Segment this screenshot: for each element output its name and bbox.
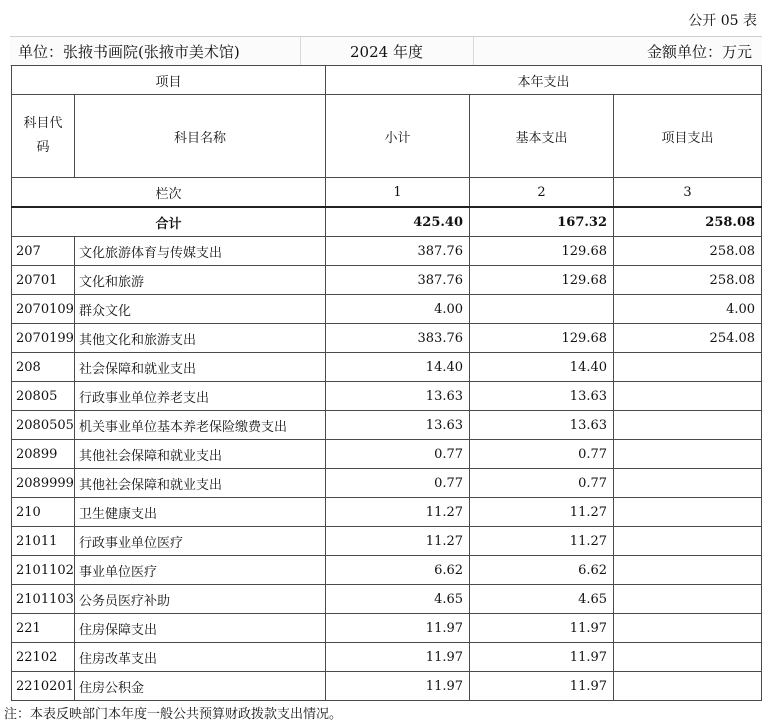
row-subtotal: 4.65: [326, 585, 470, 614]
row-subtotal: 383.76: [326, 324, 470, 353]
report-meta-bar: [10, 36, 762, 66]
row-code: 2101103: [12, 585, 75, 614]
meta-divider: [300, 37, 301, 65]
row-name: 机关事业单位基本养老保险缴费支出: [75, 411, 326, 440]
row-project: [614, 498, 762, 527]
row-name: 其他社会保障和就业支出: [75, 440, 326, 469]
table-row: [12, 527, 762, 556]
total-project: 258.08: [614, 207, 762, 237]
table-row: [12, 382, 762, 411]
row-project: 258.08: [614, 237, 762, 266]
row-project: 4.00: [614, 295, 762, 324]
row-basic: 13.63: [470, 382, 614, 411]
table-row: [12, 324, 762, 353]
row-subtotal: 0.77: [326, 469, 470, 498]
row-name: 群众文化: [75, 295, 326, 324]
form-number: 公开 05 表: [688, 13, 757, 29]
row-subtotal: 13.63: [326, 382, 470, 411]
row-name: 文化和旅游: [75, 266, 326, 295]
row-project: [614, 556, 762, 585]
table-row: [12, 411, 762, 440]
row-code: 20899: [12, 440, 75, 469]
table-row: [12, 498, 762, 527]
row-basic: 6.62: [470, 556, 614, 585]
row-name: 住房公积金: [75, 672, 326, 701]
row-project: [614, 585, 762, 614]
header-row: [12, 66, 762, 95]
row-name: 其他社会保障和就业支出: [75, 469, 326, 498]
row-subtotal: 11.97: [326, 672, 470, 701]
row-name: 卫生健康支出: [75, 498, 326, 527]
row-code: 2080505: [12, 411, 75, 440]
table-row: [12, 469, 762, 498]
row-basic: 11.97: [470, 614, 614, 643]
row-basic: 11.97: [470, 672, 614, 701]
row-basic: 129.68: [470, 237, 614, 266]
row-project: [614, 469, 762, 498]
amount-unit-label: 金额单位：万元: [646, 43, 752, 61]
row-basic: [470, 295, 614, 324]
row-project: [614, 614, 762, 643]
row-project: [614, 411, 762, 440]
total-label: 合计: [12, 207, 326, 237]
table-row: [12, 585, 762, 614]
row-basic: 4.65: [470, 585, 614, 614]
table-row: [12, 556, 762, 585]
column-index-1: 1: [326, 178, 470, 208]
row-basic: 0.77: [470, 469, 614, 498]
row-code: 2101102: [12, 556, 75, 585]
row-code: 20805: [12, 382, 75, 411]
row-code: 2070199: [12, 324, 75, 353]
header-subject-code: 科目代码: [12, 95, 75, 178]
row-project: [614, 382, 762, 411]
row-subtotal: 4.00: [326, 295, 470, 324]
row-code: 210: [12, 498, 75, 527]
row-name: 事业单位医疗: [75, 556, 326, 585]
row-code: 21011: [12, 527, 75, 556]
row-project: [614, 643, 762, 672]
row-name: 行政事业单位养老支出: [75, 382, 326, 411]
row-subtotal: 387.76: [326, 237, 470, 266]
table-body: [12, 66, 762, 701]
row-name: 其他文化和旅游支出: [75, 324, 326, 353]
header-project-expenditure: 项目支出: [614, 95, 762, 178]
header-subtotal: 小计: [326, 95, 470, 178]
meta-divider: [473, 37, 474, 65]
row-subtotal: 14.40: [326, 353, 470, 382]
row-basic: 11.27: [470, 527, 614, 556]
column-index-3: 3: [614, 178, 762, 208]
footnote: 注：本表反映部门本年度一般公共预算财政拨款支出情况。: [4, 707, 343, 722]
table-row: [12, 614, 762, 643]
row-code: 2210201: [12, 672, 75, 701]
row-code: 22102: [12, 643, 75, 672]
row-basic: 129.68: [470, 266, 614, 295]
row-basic: 14.40: [470, 353, 614, 382]
row-project: [614, 353, 762, 382]
row-name: 住房保障支出: [75, 614, 326, 643]
total-subtotal: 425.40: [326, 207, 470, 237]
header-project: 项目: [12, 66, 326, 95]
row-name: 住房改革支出: [75, 643, 326, 672]
row-code: 207: [12, 237, 75, 266]
table-row: [12, 237, 762, 266]
row-subtotal: 11.97: [326, 614, 470, 643]
table-row: [12, 672, 762, 701]
column-index-label: 栏次: [12, 178, 326, 208]
row-subtotal: 11.27: [326, 527, 470, 556]
header-subject-name: 科目名称: [75, 95, 326, 178]
row-code: 208: [12, 353, 75, 382]
header-row: [12, 95, 762, 178]
row-project: 258.08: [614, 266, 762, 295]
table-row: [12, 266, 762, 295]
row-name: 社会保障和就业支出: [75, 353, 326, 382]
row-name: 行政事业单位医疗: [75, 527, 326, 556]
column-index-2: 2: [470, 178, 614, 208]
row-code: 20701: [12, 266, 75, 295]
row-project: [614, 440, 762, 469]
header-basic: 基本支出: [470, 95, 614, 178]
total-basic: 167.32: [470, 207, 614, 237]
row-basic: 0.77: [470, 440, 614, 469]
table-row: [12, 643, 762, 672]
row-basic: 11.97: [470, 643, 614, 672]
column-index-row: [12, 178, 762, 208]
row-code: 2070109: [12, 295, 75, 324]
row-subtotal: 0.77: [326, 440, 470, 469]
table-row: [12, 440, 762, 469]
unit-label: 单位：张掖书画院(张掖市美术馆): [18, 43, 240, 61]
year-label: 2024 年度: [350, 43, 423, 61]
header-annual-expenditure: 本年支出: [326, 66, 762, 95]
row-basic: 129.68: [470, 324, 614, 353]
row-project: [614, 527, 762, 556]
total-row: [12, 207, 762, 237]
row-subtotal: 11.97: [326, 643, 470, 672]
row-name: 文化旅游体育与传媒支出: [75, 237, 326, 266]
row-basic: 13.63: [470, 411, 614, 440]
row-project: [614, 672, 762, 701]
expenditure-table: [11, 65, 762, 701]
row-subtotal: 387.76: [326, 266, 470, 295]
table-row: [12, 353, 762, 382]
row-project: 254.08: [614, 324, 762, 353]
row-code: 2089999: [12, 469, 75, 498]
row-code: 221: [12, 614, 75, 643]
row-subtotal: 6.62: [326, 556, 470, 585]
table-row: [12, 295, 762, 324]
row-basic: 11.27: [470, 498, 614, 527]
row-name: 公务员医疗补助: [75, 585, 326, 614]
row-subtotal: 11.27: [326, 498, 470, 527]
row-subtotal: 13.63: [326, 411, 470, 440]
